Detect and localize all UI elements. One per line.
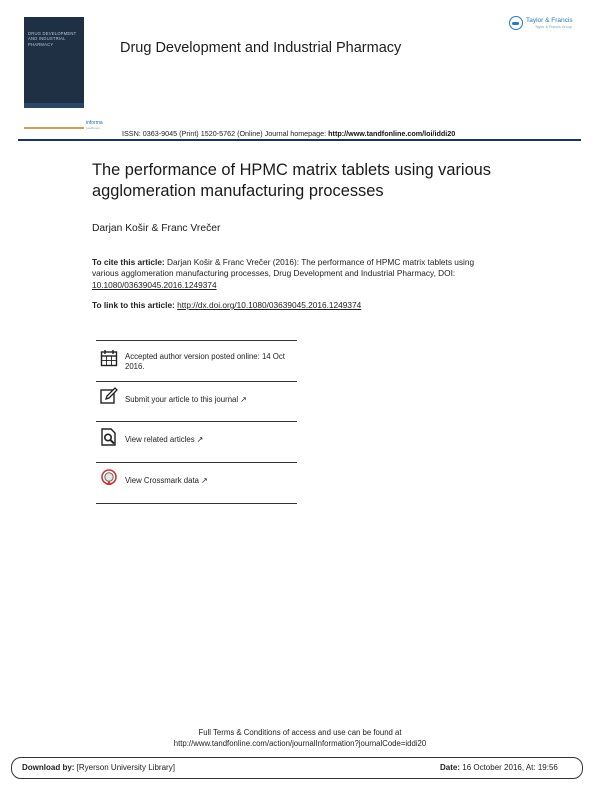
- crossmark-link[interactable]: [96, 468, 297, 502]
- related-text: View related articles ↗: [125, 435, 204, 444]
- link-label: To link to this article:: [92, 300, 178, 310]
- issn-line: [122, 129, 455, 138]
- external-link-icon: ↗: [200, 476, 208, 485]
- citation-block: [92, 257, 502, 291]
- downloaded-by: Download by: [Ryerson University Library]: [22, 763, 175, 772]
- cover-title: DRUG DEVELOPMENT AND INDUSTRIAL PHARMACY: [28, 31, 77, 47]
- link-line: [92, 300, 361, 310]
- accepted-row: [96, 347, 297, 383]
- box-divider: [96, 503, 297, 504]
- related-articles-icon: [100, 428, 118, 446]
- external-link-icon: ↗: [240, 395, 247, 404]
- submit-text: Submit your article to this journal ↗: [125, 395, 247, 404]
- box-divider: [96, 462, 297, 463]
- terms-url[interactable]: http://www.tandfonline.com/action/journalInformation?journalCode=iddi20: [173, 739, 427, 749]
- publisher-sub: Taylor & Francis Group: [535, 25, 572, 29]
- header-divider: [18, 139, 581, 141]
- cover-bottom-strip: [24, 127, 84, 129]
- download-info-bar: [11, 757, 583, 779]
- calendar-icon: [100, 349, 118, 367]
- crossmark-icon: [100, 469, 118, 487]
- doi-link[interactable]: 10.1080/03639045.2016.1249374: [92, 279, 217, 290]
- article-title: The performance of HPMC matrix tablets using various agglomeration manufacturing processes: [92, 161, 491, 200]
- download-date: Date: 16 October 2016, At: 19:56: [440, 763, 558, 772]
- external-link-icon: ↗: [196, 435, 204, 444]
- edit-icon: [100, 387, 118, 405]
- informa-logo: informa: [86, 120, 103, 126]
- publisher-logo: [509, 16, 584, 36]
- accepted-text: Accepted author version posted online: 14 Oct 2016.: [125, 352, 285, 372]
- submit-article-link[interactable]: [96, 386, 297, 420]
- journal-title: Drug Development and Industrial Pharmacy: [120, 40, 402, 56]
- box-divider: [96, 340, 297, 341]
- box-divider: [96, 381, 297, 382]
- article-url-link[interactable]: http://dx.doi.org/10.1080/03639045.2016.1249374: [177, 300, 362, 310]
- cite-text: Darjan Košir & Franc Vrečer (2016): The performance of HPMC matrix tablets using various agglomeration manufacturing processes, Drug Development and Industrial Pharmacy, DOI:: [92, 257, 475, 279]
- related-articles-link[interactable]: [96, 427, 297, 461]
- cite-label: To cite this article:: [92, 257, 165, 267]
- article-authors: Darjan Košir & Franc Vrečer: [92, 223, 221, 234]
- terms-line: Full Terms & Conditions of access and use can be found at: [198, 728, 402, 737]
- journal-homepage-link[interactable]: http://www.tandfonline.com/loi/iddi20: [328, 129, 456, 138]
- box-divider: [96, 421, 297, 422]
- publisher-logo-icon: [509, 16, 523, 30]
- informa-sub: healthcare: [86, 126, 101, 130]
- publisher-name: Taylor & Francis: [526, 17, 573, 24]
- crossmark-text: View Crossmark data ↗: [125, 476, 208, 485]
- issn-text: ISSN: 0363-9045 (Print) 1520-5762 (Online) Journal homepage:: [122, 129, 329, 138]
- cover-strip: [24, 103, 84, 108]
- journal-cover-image: [24, 17, 84, 108]
- terms-notice: [0, 727, 600, 750]
